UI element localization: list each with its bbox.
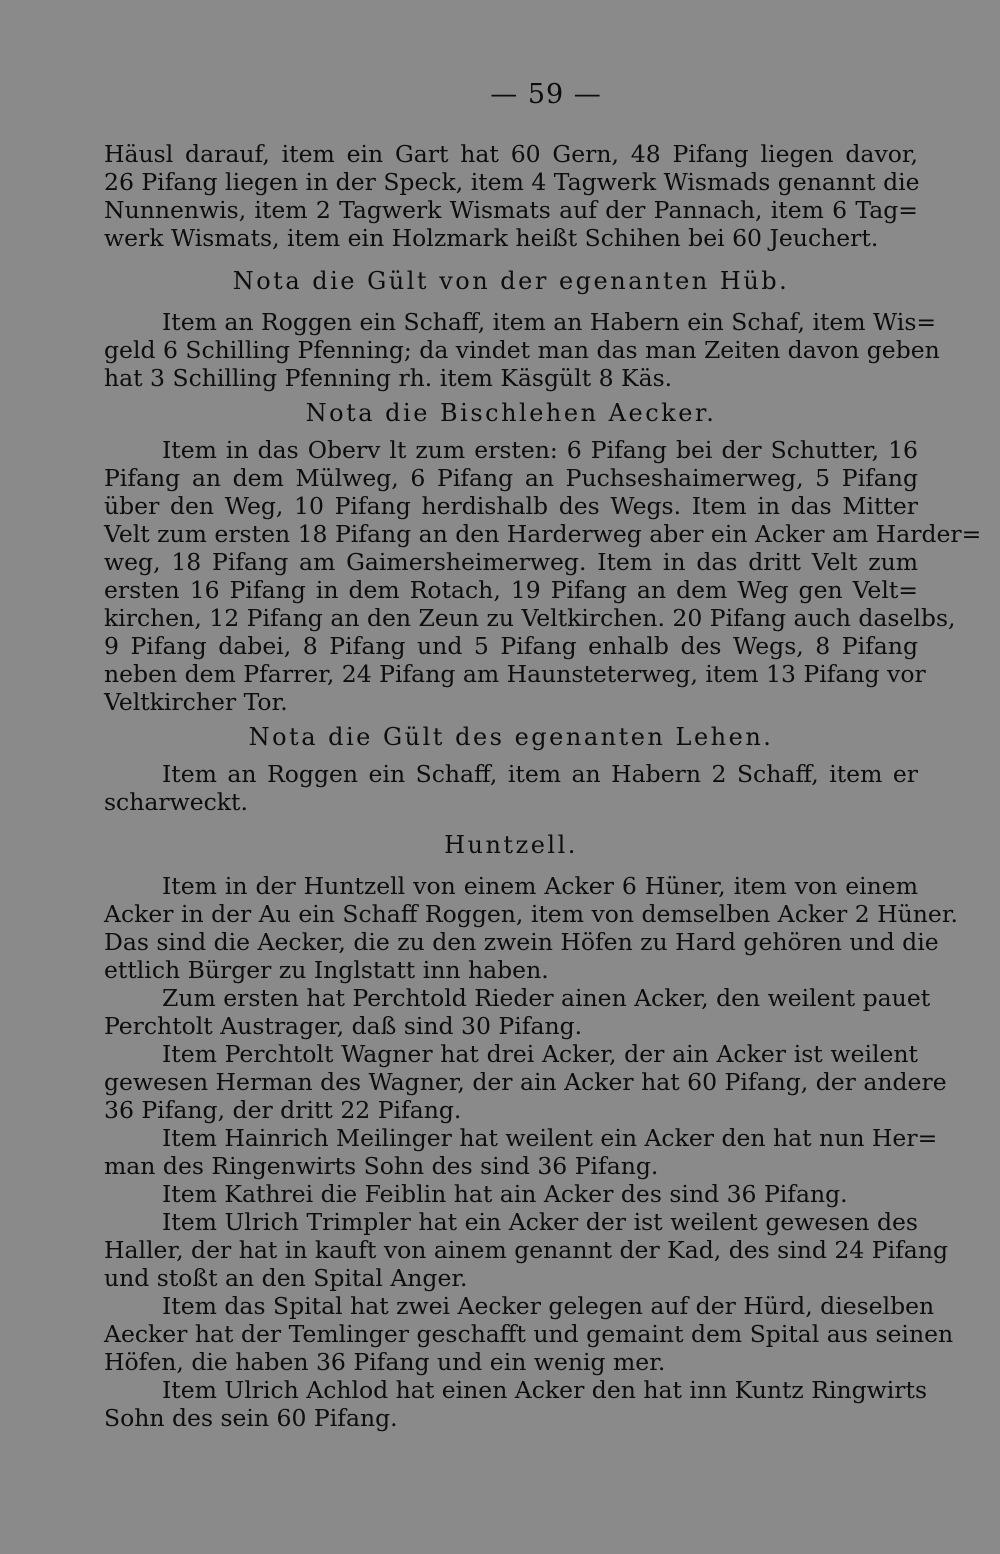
section-heading: Nota die Bischlehen Aecker. [305, 399, 717, 427]
section-heading: Huntzell. [444, 831, 578, 859]
text-line: Häusl darauf, item ein Gart hat 60 Gern, 48 Pifang liegen davor, [104, 140, 918, 168]
paragraph [104, 436, 982, 716]
text-line: man des Ringenwirts Sohn des sind 36 Pifang. [104, 1152, 659, 1180]
text-line: Pifang an dem Mülweg, 6 Pifang an Puchseshaimerweg, 5 Pifang [104, 464, 918, 492]
text-line: Aecker hat der Temlinger geschafft und gemaint dem Spital aus seinen [104, 1320, 954, 1348]
paragraph [104, 760, 918, 816]
text-line: Item das Spital hat zwei Aecker gelegen auf der Hürd, dieselben [162, 1292, 935, 1320]
paragraph [104, 872, 958, 984]
text-line: Acker in der Au ein Schaff Roggen, item von demselben Acker 2 Hüner. [104, 900, 958, 928]
text-line: weg, 18 Pifang am Gaimersheimerweg. Item in das dritt Velt zum [104, 548, 918, 576]
text-line: geld 6 Schilling Pfenning; da vindet man das man Zeiten davon geben [104, 336, 940, 364]
paragraph [104, 1040, 947, 1124]
text-line: über den Weg, 10 Pifang herdishalb des Wegs. Item in das Mitter [104, 492, 918, 520]
text-line: neben dem Pfarrer, 24 Pifang am Haunsteterweg, item 13 Pifang vor [104, 660, 926, 688]
paragraph [104, 308, 940, 392]
text-line: werk Wismats, item ein Holzmark heißt Schihen bei 60 Jeuchert. [104, 224, 879, 252]
text-line: Nunnenwis, item 2 Tagwerk Wismats auf der Pannach, item 6 Tag= [104, 196, 918, 224]
text-line: Velt zum ersten 18 Pifang an den Harderweg aber ein Acker am Harder= [104, 520, 982, 548]
paragraph [104, 1376, 928, 1432]
text-line: Item Ulrich Trimpler hat ein Acker der ist weilent gewesen des [162, 1208, 918, 1236]
text-line: 26 Pifang liegen in der Speck, item 4 Tagwerk Wismads genannt die [104, 168, 920, 196]
text-line: Zum ersten hat Perchtold Rieder ainen Acker, den weilent pauet [162, 984, 931, 1012]
text-line: Item Hainrich Meilinger hat weilent ein Acker den hat nun Her= [162, 1124, 938, 1152]
paragraph [104, 1292, 954, 1376]
text-line: und stoßt an den Spital Anger. [104, 1264, 468, 1292]
text-line: ersten 16 Pifang in dem Rotach, 19 Pifang an dem Weg gen Velt= [104, 576, 918, 604]
paragraph [104, 140, 918, 252]
text-line: Item Perchtolt Wagner hat drei Acker, der ain Acker ist weilent [162, 1040, 918, 1068]
text-line: 9 Pifang dabei, 8 Pifang und 5 Pifang enhalb des Wegs, 8 Pifang [104, 632, 918, 660]
text-line: Item Kathrei die Feiblin hat ain Acker des sind 36 Pifang. [162, 1180, 848, 1208]
text-line: Höfen, die haben 36 Pifang und ein wenig mer. [104, 1348, 666, 1376]
paragraph [104, 1208, 948, 1292]
text-line: Veltkircher Tor. [104, 688, 288, 716]
section-heading: Nota die Gült von der egenanten Hüb. [232, 267, 790, 295]
paragraph [104, 984, 931, 1040]
text-line: Item in der Huntzell von einem Acker 6 Hüner, item von einem [162, 872, 918, 900]
text-line: kirchen, 12 Pifang an den Zeun zu Veltkirchen. 20 Pifang auch daselbs, [104, 604, 956, 632]
page-body [104, 140, 982, 1432]
text-line: Perchtolt Austrager, daß sind 30 Pifang. [104, 1012, 583, 1040]
text-line: Item an Roggen ein Schaff, item an Habern 2 Schaff, item er [162, 760, 918, 788]
text-line: 36 Pifang, der dritt 22 Pifang. [104, 1096, 462, 1124]
text-line: hat 3 Schilling Pfenning rh. item Käsgült 8 Käs. [104, 364, 673, 392]
section-heading: Nota die Gült des egenanten Lehen. [248, 723, 774, 751]
paragraph [104, 1180, 918, 1208]
text-line: Das sind die Aecker, die zu den zwein Höfen zu Hard gehören und die [104, 928, 939, 956]
text-line: scharweckt. [104, 788, 248, 816]
text-line: Haller, der hat in kauft von ainem genannt der Kad, des sind 24 Pifang [104, 1236, 948, 1264]
text-line: Item in das Oberv lt zum ersten: 6 Pifang bei der Schutter, 16 [162, 436, 918, 464]
text-line: ettlich Bürger zu Inglstatt inn haben. [104, 956, 549, 984]
text-line: Item Ulrich Achlod hat einen Acker den hat inn Kuntz Ringwirts [162, 1376, 928, 1404]
page-number: — 59 — [490, 79, 602, 110]
text-line: Item an Roggen ein Schaff, item an Habern ein Schaf, item Wis= [162, 308, 937, 336]
text-line: Sohn des sein 60 Pifang. [104, 1404, 398, 1432]
text-line: gewesen Herman des Wagner, der ain Acker hat 60 Pifang, der andere [104, 1068, 947, 1096]
paragraph [104, 1124, 938, 1180]
